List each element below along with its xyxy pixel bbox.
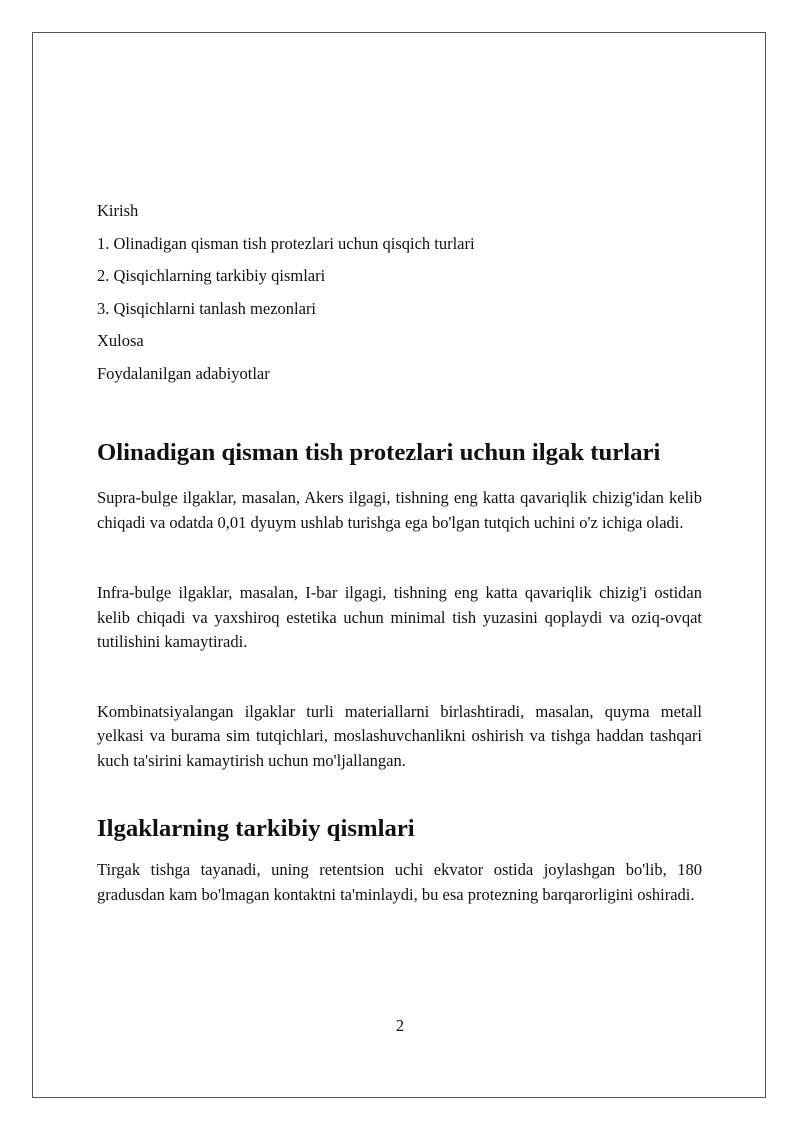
table-of-contents [97,199,702,386]
paragraph-combination: Kombinatsiyalangan ilgaklar turli materiallarni birlashtiradi, masalan, quyma metall yelkasi va burama sim tutqichlari, moslashuvchanlikni oshirish va tishga haddan tashqari kuch ta'sirini kamaytirish uchun mo'ljallangan. [97,701,702,770]
document-body [97,199,702,907]
paragraph-supra-bulge: Supra-bulge ilgaklar, masalan, Akers ilgagi, tishning eng katta qavariqlik chizig'idan kelib chiqadi va odatda 0,01 dyuym ushlab turishga ega bo'lgan tutqich uchini o'z ichiga oladi. [97,488,702,532]
toc-item-references: Foydalanilgan adabiyotlar [97,363,270,383]
toc-item-selection-criteria: 3. Qisqichlarni tanlash mezonlari [97,298,317,318]
paragraph-rest: Tirgak tishga tayanadi, uning retentsion uchi ekvator ostida joylashgan bo'lib, 180 gradusdan kam bo'lmagan kontaktni ta'minlaydi, bu esa protezning barqarorligini oshiradi. [97,860,702,904]
toc-item-conclusion: Xulosa [97,331,144,350]
section-heading-components: Ilgaklarning tarkibiy qismlari [97,815,415,842]
toc-item-components: 2. Qisqichlarning tarkibiy qismlari [97,266,326,285]
section-heading-clasp-types: Olinadigan qisman tish protezlari uchun ilgak turlari [97,439,661,466]
page-number: 2 [395,1016,405,1035]
paragraph-infra-bulge: Infra-bulge ilgaklar, masalan, I-bar ilgagi, tishning eng katta qavariqlik chizig'i ostidan kelib chiqadi va yaxshiroq estetika uchun minimal tish yuzasini qoplaydi va oziq-ovqat tutilishini kamaytiradi. [97,583,702,651]
toc-item-intro: Kirish [97,201,139,220]
toc-item-clasp-types: 1. Olinadigan qisman tish protezlari uchun qisqich turlari [97,233,475,253]
